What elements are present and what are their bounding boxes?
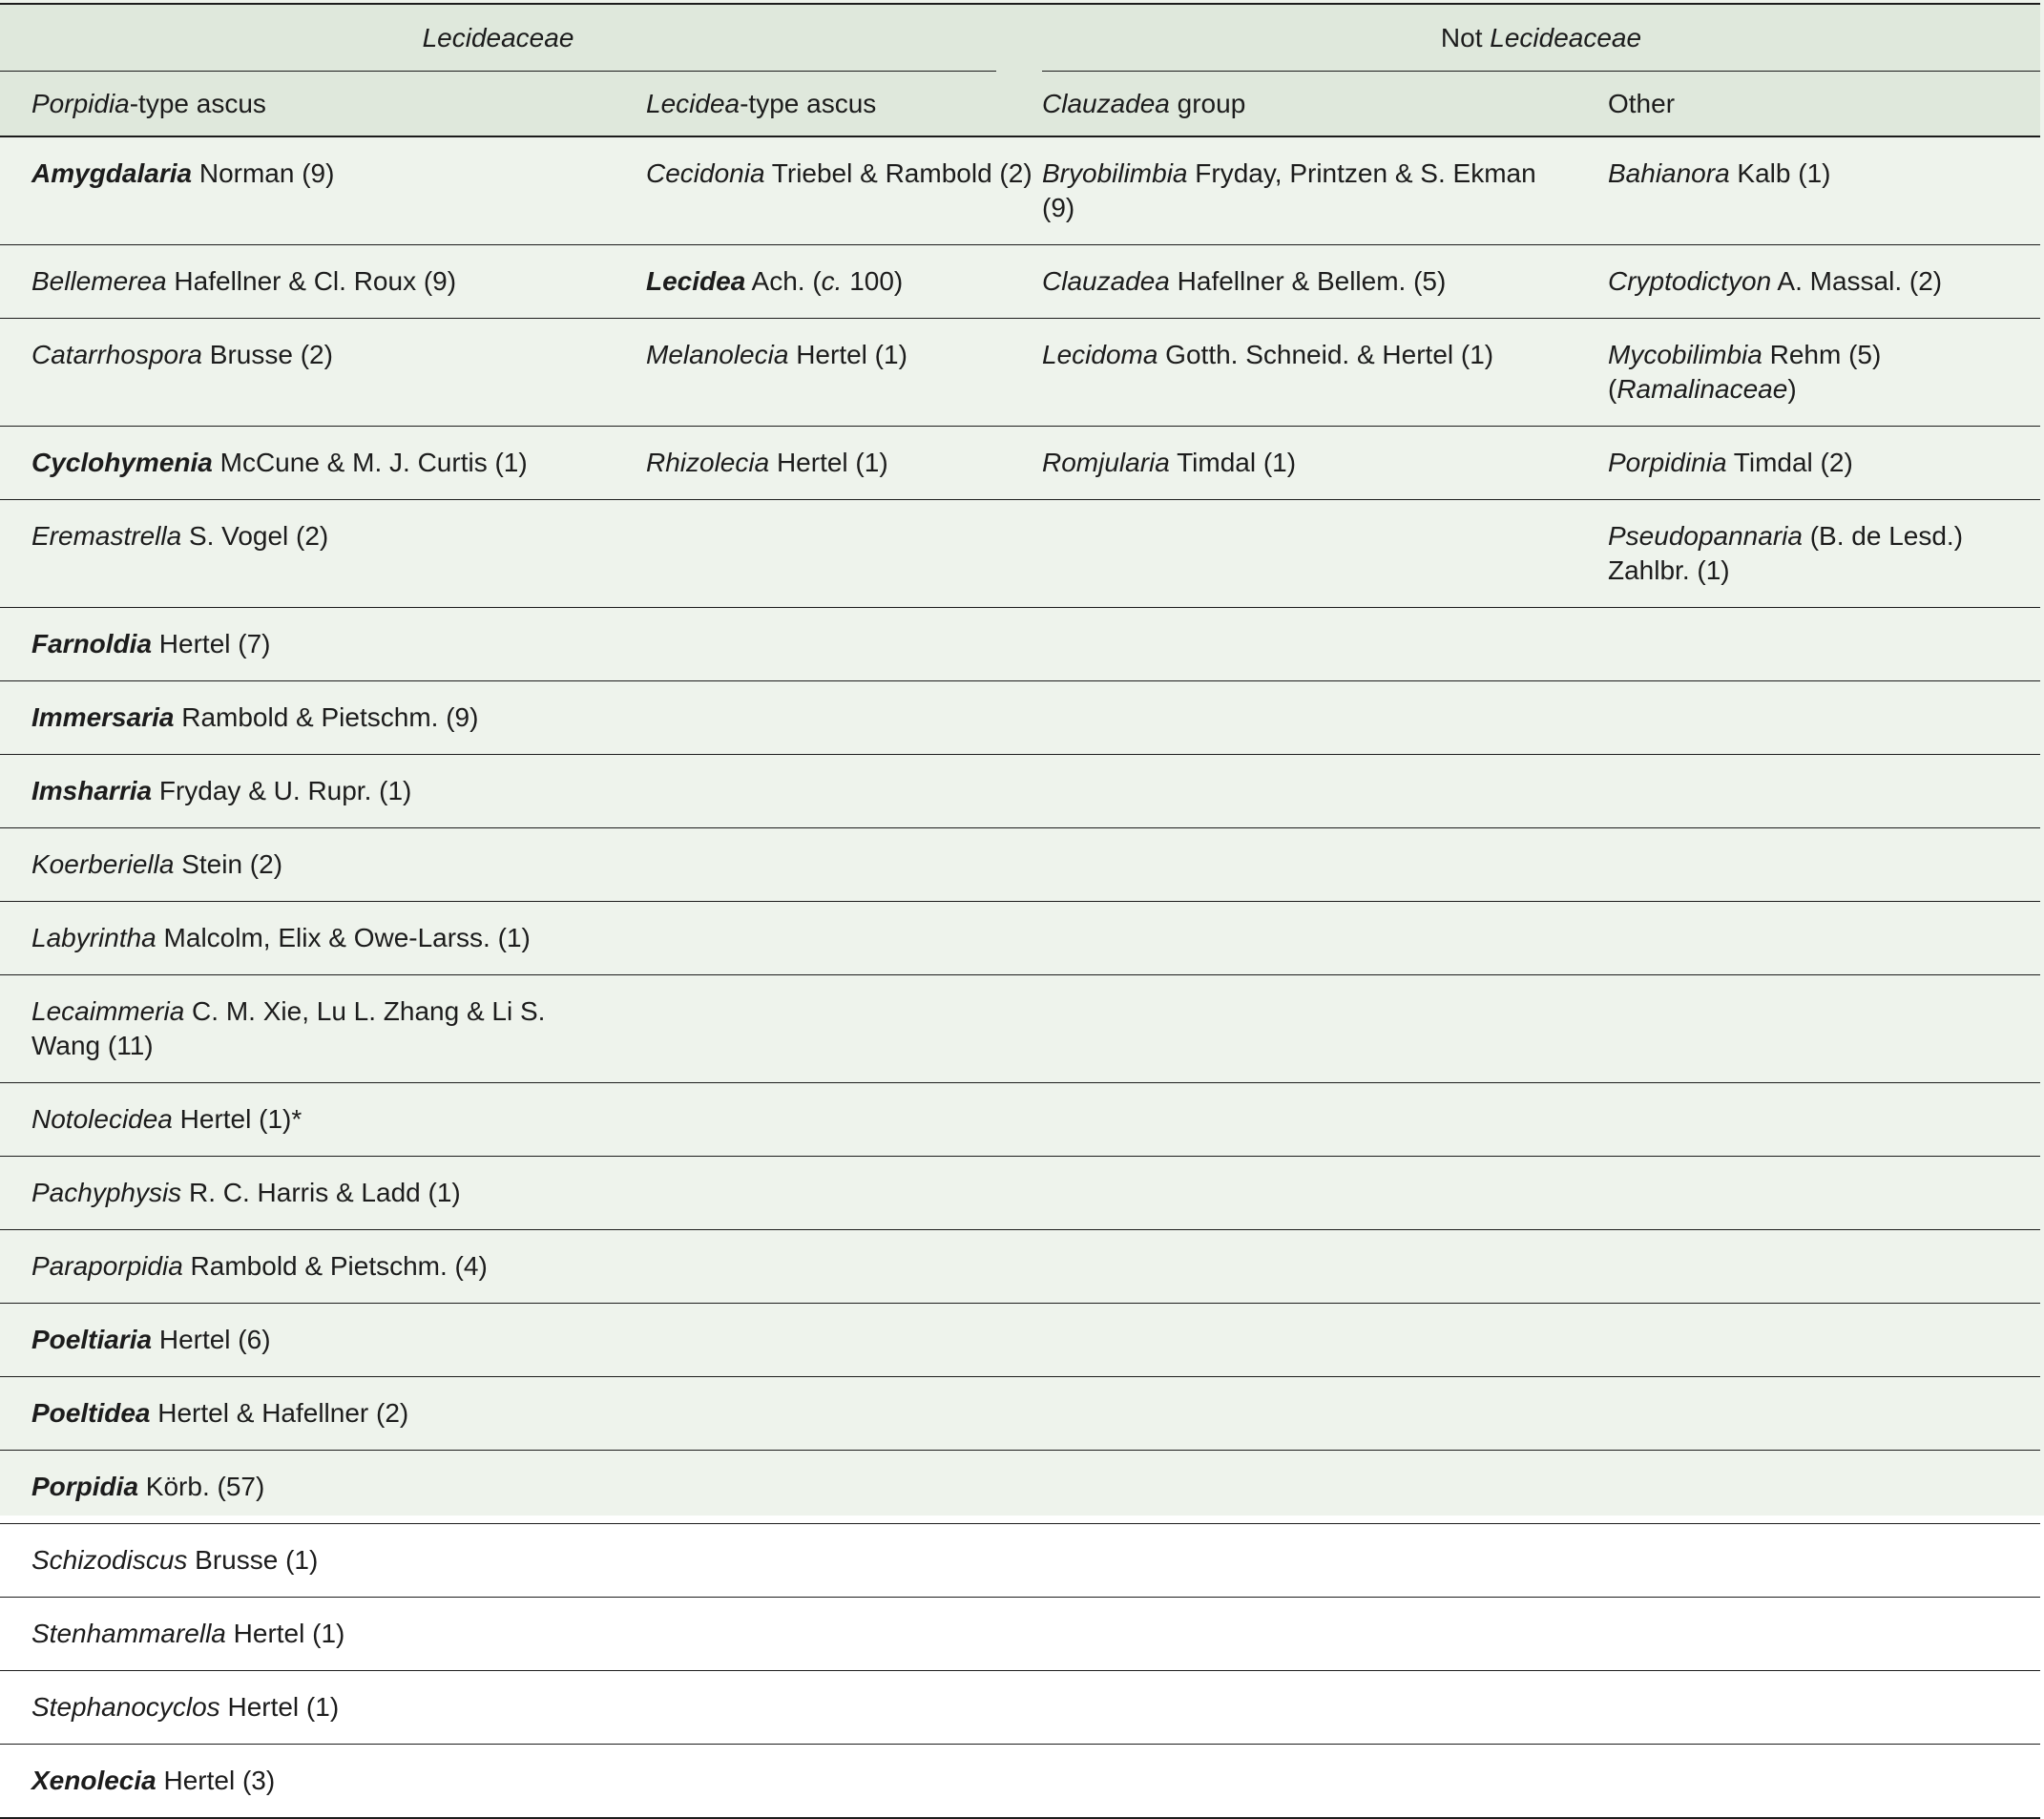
table-cell xyxy=(1576,319,2040,427)
table-cell xyxy=(0,902,615,975)
table-cell xyxy=(1042,1304,1576,1377)
authority-count: Hertel (1) xyxy=(219,1692,340,1722)
italic-note: c. xyxy=(821,266,843,296)
genus-name: Imsharria xyxy=(31,776,153,805)
table-row xyxy=(0,500,2040,608)
table-cell xyxy=(1576,1671,2040,1745)
table-cell xyxy=(1576,755,2040,828)
table-cell xyxy=(615,975,1042,1083)
authority-count: Fryday, Printzen & S. Ekman (9) xyxy=(1042,158,1536,222)
table-cell xyxy=(615,608,1042,681)
authority-count: Rambold & Pietschm. (9) xyxy=(174,702,479,732)
table-cell xyxy=(0,681,615,755)
table-cell xyxy=(1042,975,1576,1083)
table-cell xyxy=(615,245,1042,319)
header-not-family: Lecideaceae xyxy=(1490,22,1642,52)
table-cell xyxy=(0,1451,615,1524)
genus-name: Catarrhospora xyxy=(31,340,202,369)
genus-name: Notolecidea xyxy=(31,1104,173,1134)
table-cell xyxy=(0,1524,615,1598)
genus-name: Cryptodictyon xyxy=(1608,266,1772,296)
table-row xyxy=(0,755,2040,828)
genus-name: Bahianora xyxy=(1608,158,1730,188)
table-row xyxy=(0,608,2040,681)
table-cell xyxy=(1576,427,2040,500)
genus-name: Bryobilimbia xyxy=(1042,158,1188,188)
table-body xyxy=(0,136,2040,1818)
column-header-suffix: group xyxy=(1169,88,1246,118)
table-row xyxy=(0,902,2040,975)
genus-name: Rhizolecia xyxy=(646,448,770,477)
authority-count: Timdal (1) xyxy=(1169,448,1297,477)
table-cell xyxy=(1576,1451,2040,1524)
table-cell xyxy=(615,755,1042,828)
table-cell xyxy=(0,608,615,681)
authority-count: Brusse (1) xyxy=(187,1545,319,1575)
header-lecideaceae xyxy=(0,4,996,72)
table-cell xyxy=(1576,681,2040,755)
table-cell xyxy=(615,1524,1042,1598)
table-cell xyxy=(1042,755,1576,828)
authority-count: Rehm (5) ( xyxy=(1608,340,1882,404)
genus-name: Schizodiscus xyxy=(31,1545,188,1575)
table-cell xyxy=(615,500,1042,608)
table-cell xyxy=(0,136,615,245)
table-cell xyxy=(0,1671,615,1745)
authority-count: Hertel (7) xyxy=(152,629,271,659)
header-not-prefix: Not xyxy=(1440,22,1491,52)
column-header-lecidea-type xyxy=(615,72,1042,137)
table-row xyxy=(0,1671,2040,1745)
table-cell xyxy=(1042,1745,1576,1819)
genus-name: Poeltiaria xyxy=(31,1325,153,1354)
column-header-other xyxy=(1576,72,2040,137)
table-cell xyxy=(1576,1377,2040,1451)
authority-count: C. M. Xie, Lu L. Zhang & Li S. Wang (11) xyxy=(31,996,546,1060)
table-cell xyxy=(1042,1230,1576,1304)
genus-name: Lecidea xyxy=(646,266,746,296)
authority-count: Ach. ( xyxy=(745,266,822,296)
table-cell xyxy=(1042,500,1576,608)
table-row xyxy=(0,1304,2040,1377)
authority-count: Körb. (57) xyxy=(138,1472,265,1501)
table-cell xyxy=(615,1377,1042,1451)
table-cell xyxy=(0,1304,615,1377)
column-header-genus: Clauzadea xyxy=(1042,88,1170,118)
header-column-row xyxy=(0,72,2040,137)
table-row xyxy=(0,319,2040,427)
table-cell xyxy=(1576,1157,2040,1230)
authority-count: Hafellner & Bellem. (5) xyxy=(1169,266,1447,296)
table-cell xyxy=(0,1745,615,1819)
authority-count: R. C. Harris & Ladd (1) xyxy=(181,1178,461,1207)
table-cell xyxy=(1576,975,2040,1083)
genera-table xyxy=(0,3,2040,1819)
table-cell xyxy=(0,755,615,828)
table-cell xyxy=(0,1598,615,1671)
table-row xyxy=(0,1524,2040,1598)
table-cell xyxy=(1576,608,2040,681)
authority-count: Brusse (2) xyxy=(201,340,333,369)
table-cell xyxy=(0,500,615,608)
table-cell xyxy=(615,1671,1042,1745)
table-row xyxy=(0,1377,2040,1451)
table-cell xyxy=(1042,828,1576,902)
genus-name: Labyrintha xyxy=(31,923,156,952)
authority-count: Hafellner & Cl. Roux (9) xyxy=(166,266,457,296)
authority-tail: ) xyxy=(1787,374,1797,404)
authority-count: McCune & M. J. Curtis (1) xyxy=(212,448,528,477)
header-lecideaceae-label: Lecideaceae xyxy=(422,22,574,52)
table-cell xyxy=(615,136,1042,245)
table-cell xyxy=(1042,1083,1576,1157)
table-cell xyxy=(1042,681,1576,755)
table-row xyxy=(0,975,2040,1083)
authority-count: Stein (2) xyxy=(174,849,283,879)
table-cell xyxy=(1576,245,2040,319)
table-cell xyxy=(1042,1671,1576,1745)
genus-name: Romjularia xyxy=(1042,448,1170,477)
table-cell xyxy=(615,828,1042,902)
genus-name: Immersaria xyxy=(31,702,175,732)
table-header xyxy=(0,4,2040,136)
table-cell xyxy=(0,1157,615,1230)
authority-count: Hertel (3) xyxy=(156,1766,276,1795)
authority-count: Gotth. Schneid. & Hertel (1) xyxy=(1158,340,1494,369)
genus-name: Porpidinia xyxy=(1608,448,1727,477)
table-row xyxy=(0,245,2040,319)
table-cell xyxy=(1042,1598,1576,1671)
table-row xyxy=(0,427,2040,500)
genus-name: Cecidonia xyxy=(646,158,765,188)
authority-count: Rambold & Pietschm. (4) xyxy=(182,1251,488,1281)
table-cell xyxy=(1042,1451,1576,1524)
table-cell xyxy=(0,828,615,902)
table-cell xyxy=(615,1230,1042,1304)
authority-count: Malcolm, Elix & Owe-Larss. (1) xyxy=(156,923,531,952)
column-header-porpidia-type xyxy=(0,72,615,137)
genus-name: Amygdalaria xyxy=(31,158,193,188)
authority-count: Hertel (1)* xyxy=(172,1104,302,1134)
table-row xyxy=(0,1157,2040,1230)
table-cell xyxy=(1042,1377,1576,1451)
genus-name: Cyclohymenia xyxy=(31,448,213,477)
table-row xyxy=(0,1745,2040,1819)
authority-count: Hertel (1) xyxy=(788,340,907,369)
column-header-suffix: -type ascus xyxy=(740,88,877,118)
table-cell xyxy=(1576,136,2040,245)
table-cell xyxy=(1042,902,1576,975)
authority-count: Timdal (2) xyxy=(1726,448,1853,477)
genus-name: Lecaimmeria xyxy=(31,996,185,1026)
table-cell xyxy=(1042,608,1576,681)
authority-tail: 100) xyxy=(842,266,904,296)
genus-name: Pseudopannaria xyxy=(1608,521,1803,551)
table-cell xyxy=(1576,1083,2040,1157)
table-cell xyxy=(0,427,615,500)
genus-name: Eremastrella xyxy=(31,521,182,551)
genus-name: Pachyphysis xyxy=(31,1178,182,1207)
authority-count: Hertel (1) xyxy=(769,448,888,477)
table-cell xyxy=(0,975,615,1083)
header-gap xyxy=(996,4,1042,72)
genus-name: Mycobilimbia xyxy=(1608,340,1762,369)
column-header-clauzadea-group xyxy=(1042,72,1576,137)
genus-name: Stephanocyclos xyxy=(31,1692,220,1722)
column-header-genus: Lecidea xyxy=(646,88,740,118)
table-row xyxy=(0,1598,2040,1671)
authority-count: Hertel (6) xyxy=(152,1325,271,1354)
genus-name: Porpidia xyxy=(31,1472,139,1501)
genus-name: Paraporpidia xyxy=(31,1251,183,1281)
table-row xyxy=(0,1451,2040,1524)
authority-count: Kalb (1) xyxy=(1729,158,1831,188)
table-cell xyxy=(1042,427,1576,500)
authority-count: (B. de Lesd.) Zahlbr. (1) xyxy=(1608,521,1964,585)
table-cell xyxy=(0,319,615,427)
table-cell xyxy=(615,1598,1042,1671)
table-cell xyxy=(1042,319,1576,427)
table-cell xyxy=(615,1451,1042,1524)
table-cell xyxy=(1576,1304,2040,1377)
table-cell xyxy=(0,1230,615,1304)
table-row xyxy=(0,136,2040,245)
table-cell xyxy=(615,1304,1042,1377)
table-cell xyxy=(1576,902,2040,975)
table-cell xyxy=(1042,245,1576,319)
authority-count: S. Vogel (2) xyxy=(181,521,329,551)
genus-name: Stenhammarella xyxy=(31,1619,226,1648)
genus-name: Xenolecia xyxy=(31,1766,156,1795)
authority-count: Hertel (1) xyxy=(225,1619,345,1648)
table-cell xyxy=(615,1157,1042,1230)
table-cell xyxy=(1576,500,2040,608)
italic-note: Ramalinaceae xyxy=(1616,374,1788,404)
genus-name: Poeltidea xyxy=(31,1398,151,1428)
table-cell xyxy=(1576,1745,2040,1819)
authority-count: A. Massal. (2) xyxy=(1771,266,1943,296)
table-cell xyxy=(1042,136,1576,245)
table-cell xyxy=(615,319,1042,427)
authority-count: Triebel & Rambold (2) xyxy=(764,158,1032,188)
table-cell xyxy=(1576,1524,2040,1598)
table-cell xyxy=(0,1083,615,1157)
column-header-genus: Porpidia xyxy=(31,88,130,118)
table-cell xyxy=(0,1377,615,1451)
table-cell xyxy=(615,1083,1042,1157)
table-cell xyxy=(615,427,1042,500)
genus-name: Bellemerea xyxy=(31,266,167,296)
table-row xyxy=(0,1083,2040,1157)
table-cell xyxy=(1042,1157,1576,1230)
authority-count: Hertel & Hafellner (2) xyxy=(150,1398,409,1428)
table-cell xyxy=(615,1745,1042,1819)
genus-name: Koerberiella xyxy=(31,849,175,879)
genus-name: Lecidoma xyxy=(1042,340,1158,369)
column-header-suffix: Other xyxy=(1608,88,1676,118)
table-cell xyxy=(1576,1598,2040,1671)
authority-count: Norman (9) xyxy=(192,158,335,188)
table-cell xyxy=(0,245,615,319)
table-row xyxy=(0,828,2040,902)
table-row xyxy=(0,681,2040,755)
genus-name: Farnoldia xyxy=(31,629,153,659)
column-header-suffix: -type ascus xyxy=(129,88,266,118)
table-cell xyxy=(1576,1230,2040,1304)
authority-count: Fryday & U. Rupr. (1) xyxy=(152,776,412,805)
header-not-lecideaceae xyxy=(1042,4,2040,72)
table-row xyxy=(0,1230,2040,1304)
genus-name: Melanolecia xyxy=(646,340,789,369)
table-cell xyxy=(1042,1524,1576,1598)
table-cell xyxy=(615,681,1042,755)
table-cell xyxy=(615,902,1042,975)
genus-name: Clauzadea xyxy=(1042,266,1170,296)
header-group-row xyxy=(0,4,2040,72)
table-cell xyxy=(1576,828,2040,902)
